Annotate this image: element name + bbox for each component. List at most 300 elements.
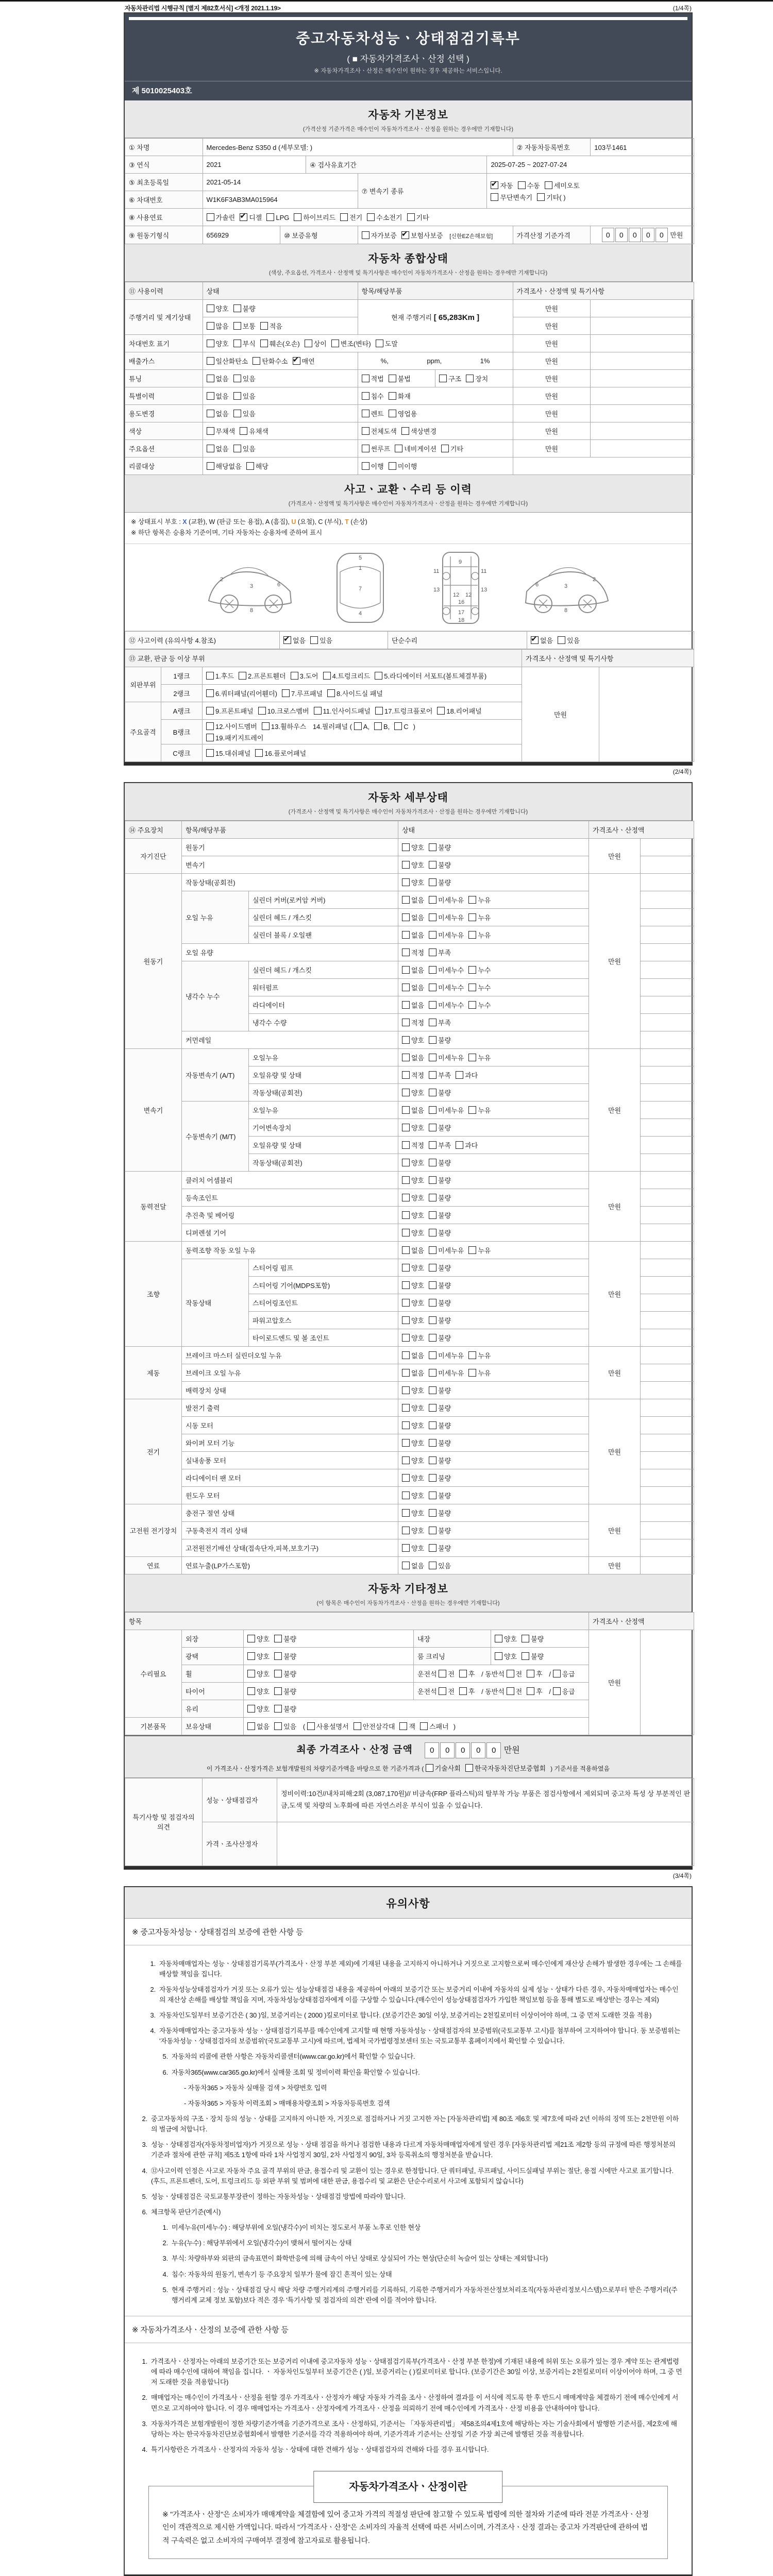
checkbox-option[interactable] xyxy=(389,409,417,418)
price-unit: 만원 xyxy=(589,1399,641,1504)
checkbox-option[interactable] xyxy=(429,947,451,957)
checkbox-label: 불량 xyxy=(438,1176,451,1184)
price-digit-box: 0 xyxy=(629,228,641,242)
checkbox-option[interactable] xyxy=(367,212,402,222)
checkbox-option[interactable] xyxy=(468,1245,491,1255)
checkbox-option[interactable] xyxy=(553,1686,575,1696)
checkbox-option[interactable] xyxy=(402,1035,424,1045)
checkbox-option[interactable] xyxy=(468,895,491,905)
checkbox-option[interactable] xyxy=(558,635,580,645)
checkbox-option[interactable] xyxy=(429,1193,451,1202)
checkbox-option[interactable] xyxy=(291,671,318,681)
checkbox-option[interactable] xyxy=(527,1686,543,1696)
price-digit-box: 0 xyxy=(425,1742,439,1758)
checkbox-option[interactable] xyxy=(362,461,384,471)
unchecked-checkbox-icon xyxy=(401,427,409,435)
checkbox-option[interactable] xyxy=(262,721,306,731)
notice-text: 현재 주행거리 : 성능ㆍ상태점검 당시 해당 차량 주행거리계의 주행거리를 기록하되, 기록한 주행거리가 자동차전산정보처리조직(자동차관리정보시스템)으로부터 받은 주행거리(주행거리계 교체 정보 포함)보다 적은 경우 '특기사항 및 점검자의 의견' 란에 이를 적어야 합니다. xyxy=(172,2285,678,2304)
checkbox-option[interactable] xyxy=(429,1561,451,1570)
checkbox-option[interactable] xyxy=(401,426,436,436)
checkbox-option[interactable] xyxy=(402,1000,424,1010)
pricing-definition-body: ※ "가격조사ㆍ산정"은 소비자가 매매계약을 체결함에 있어 중고차 가격의 적절성 판단에 참고할 수 있도록 법령에 의한 절차와 기준에 따라 전문 가격조사ㆍ산정인이 객관적으로 제시한 가액입니다. 따라서 "가격조사ㆍ산정"은 소비자의 자율적 선택에 따른 서비스이며, 가격조사ㆍ산정 결과는 중고차 가격판단에 관하여 법적 구속력은 없고 소비자의 구매여부 결정에 참고자료로 활용됩니다. xyxy=(162,2510,649,2545)
checkbox-label: 안전삼각대 xyxy=(362,1722,395,1731)
checkbox-option[interactable] xyxy=(402,1543,424,1553)
checked-checkbox-icon xyxy=(491,181,498,189)
checkbox-option[interactable] xyxy=(247,1669,270,1679)
checkbox-option[interactable] xyxy=(429,1088,451,1097)
checkbox-label: 적정 xyxy=(411,948,425,957)
checkbox-option[interactable] xyxy=(491,192,532,202)
checkbox-option[interactable] xyxy=(402,1193,424,1202)
checkbox-label: 과다 xyxy=(465,1071,478,1079)
checkbox-option[interactable] xyxy=(274,1686,296,1696)
checkbox-option[interactable] xyxy=(362,230,397,240)
row-label: 리콜대상 xyxy=(125,457,203,475)
checkbox-label: 없음 xyxy=(411,931,425,939)
checkbox-option[interactable] xyxy=(274,1634,296,1643)
checkbox-option[interactable] xyxy=(537,192,565,202)
unchecked-checkbox-icon xyxy=(239,672,246,680)
checkbox-option[interactable] xyxy=(429,1140,451,1150)
checkbox-option[interactable] xyxy=(545,180,580,190)
checkbox-option[interactable] xyxy=(402,860,424,870)
checkbox-option[interactable] xyxy=(429,1385,451,1395)
device-group-label: 변속기 xyxy=(125,1048,182,1171)
usage-kind-options xyxy=(358,405,513,422)
checkbox-option[interactable] xyxy=(468,1350,491,1360)
checkbox-label: 부족 xyxy=(438,948,451,957)
document-title: 중고자동차성능ㆍ상태점검기록부 xyxy=(296,30,520,46)
checkbox-option[interactable] xyxy=(402,1438,424,1448)
checkbox-option[interactable] xyxy=(468,1000,491,1010)
checkbox-option[interactable] xyxy=(260,321,282,331)
checkbox-option[interactable] xyxy=(429,1210,451,1220)
accident-flag-table xyxy=(125,631,694,649)
checkbox-option[interactable] xyxy=(327,688,383,698)
checkbox-option[interactable] xyxy=(429,1420,451,1430)
checkbox-option[interactable] xyxy=(429,1315,451,1325)
checkbox-option[interactable] xyxy=(255,748,306,758)
checkbox-label: 없음 xyxy=(411,1246,425,1255)
checkbox-option[interactable] xyxy=(207,338,229,348)
checkbox-option[interactable] xyxy=(429,1368,464,1378)
checkbox-option[interactable] xyxy=(258,706,309,716)
checkbox-option[interactable] xyxy=(207,461,242,471)
checkbox-option[interactable] xyxy=(362,409,384,418)
checkbox-option[interactable] xyxy=(407,212,429,222)
checkbox-option[interactable] xyxy=(207,426,236,436)
checkbox-label: 불량 xyxy=(283,1635,297,1643)
unchecked-checkbox-icon xyxy=(255,749,263,757)
checkbox-option[interactable] xyxy=(340,212,362,222)
legend-segment: U xyxy=(291,518,296,526)
column-header: 가격조사ㆍ산정액 및 특기사항 xyxy=(513,282,694,300)
checkbox-option[interactable] xyxy=(402,1280,424,1290)
checkbox-label: 색상변경 xyxy=(410,428,437,435)
checkbox-option[interactable] xyxy=(305,338,327,348)
final-standard-options xyxy=(426,1765,550,1772)
remark-cell xyxy=(591,317,694,335)
checkbox-option[interactable] xyxy=(429,1438,451,1448)
checkbox-option[interactable] xyxy=(402,1490,424,1500)
checkbox-option[interactable] xyxy=(429,1123,451,1132)
unchecked-checkbox-icon xyxy=(522,1635,529,1642)
checkbox-option[interactable] xyxy=(468,1368,491,1378)
checkbox-option[interactable] xyxy=(260,338,300,348)
checkbox-option[interactable] xyxy=(402,1508,424,1518)
checkbox-option[interactable] xyxy=(402,842,424,852)
checkbox-option[interactable] xyxy=(206,721,257,731)
state-options xyxy=(398,978,589,996)
checkbox-option[interactable] xyxy=(468,912,491,922)
state-options xyxy=(398,1521,589,1539)
checkbox-option[interactable] xyxy=(429,1350,464,1360)
checkbox-option[interactable] xyxy=(459,1686,475,1696)
checkbox-option[interactable] xyxy=(389,391,411,401)
checkbox-label: 해당 xyxy=(255,463,268,470)
checkbox-option[interactable] xyxy=(439,374,461,383)
recall-options xyxy=(203,457,358,475)
checkbox-option[interactable] xyxy=(294,212,335,222)
unchecked-checkbox-icon xyxy=(522,1652,529,1660)
checkbox-option[interactable] xyxy=(429,1490,451,1500)
checkbox-option[interactable] xyxy=(402,1473,424,1483)
checkbox-option[interactable] xyxy=(429,1018,451,1027)
checkbox-option[interactable] xyxy=(402,1298,424,1308)
checkbox-option[interactable] xyxy=(429,1228,451,1238)
checkbox-option[interactable] xyxy=(429,1000,464,1010)
checkbox-option[interactable] xyxy=(437,706,481,716)
checkbox-option[interactable] xyxy=(402,1333,424,1343)
checkbox-option[interactable] xyxy=(429,1403,451,1413)
state-options xyxy=(398,996,589,1013)
checkbox-option[interactable] xyxy=(429,1053,464,1062)
checkbox-option[interactable] xyxy=(468,965,491,975)
checkbox-option[interactable] xyxy=(402,982,424,992)
checkbox-option[interactable] xyxy=(266,213,289,222)
checkbox-option[interactable] xyxy=(293,356,315,366)
checkbox-option[interactable] xyxy=(362,391,384,401)
checkbox-option[interactable] xyxy=(531,635,553,645)
checkbox-option[interactable] xyxy=(429,1158,451,1167)
checkbox-option[interactable] xyxy=(307,1721,349,1731)
checkbox-option[interactable] xyxy=(429,895,464,905)
checkbox-option[interactable] xyxy=(402,877,424,887)
checkbox-option[interactable] xyxy=(362,444,391,453)
checkbox-option[interactable] xyxy=(429,1263,451,1273)
checkbox-option[interactable] xyxy=(240,212,262,222)
checkbox-option[interactable] xyxy=(429,1508,451,1518)
checkbox-option[interactable] xyxy=(274,1704,296,1714)
checkbox-label: 15.대쉬패널 xyxy=(215,749,251,757)
checkbox-option[interactable] xyxy=(468,982,491,992)
checkbox-option[interactable] xyxy=(331,338,371,348)
checkbox-option[interactable] xyxy=(233,444,256,453)
checkbox-option[interactable] xyxy=(402,1526,424,1535)
checkbox-option[interactable] xyxy=(239,671,286,681)
unchecked-checkbox-icon xyxy=(437,707,445,715)
checkbox-option[interactable] xyxy=(429,930,464,940)
checkbox-option[interactable] xyxy=(402,1158,424,1167)
checkbox-option[interactable] xyxy=(207,391,229,401)
checkbox-option[interactable] xyxy=(507,1669,523,1679)
unchecked-checkbox-icon xyxy=(402,1281,410,1289)
checkbox-option[interactable] xyxy=(362,374,384,383)
checkbox-option[interactable] xyxy=(247,1634,270,1643)
checkbox-option[interactable] xyxy=(429,1245,464,1255)
checkbox-option[interactable] xyxy=(402,930,424,940)
checkbox-option[interactable] xyxy=(429,1455,451,1465)
checkbox-option[interactable] xyxy=(207,212,236,222)
checkbox-option[interactable] xyxy=(207,374,229,383)
checkbox-option[interactable] xyxy=(491,180,513,190)
polish-options xyxy=(244,1647,414,1665)
unchecked-checkbox-icon xyxy=(429,1246,436,1254)
checkbox-option[interactable] xyxy=(206,733,263,742)
checkbox-label: 렌트 xyxy=(371,410,384,418)
checkbox-option[interactable] xyxy=(207,444,229,453)
checkbox-option[interactable] xyxy=(465,1763,546,1773)
checkbox-option[interactable] xyxy=(468,1053,491,1062)
checkbox-option[interactable] xyxy=(402,1088,424,1097)
notices-subhead-2: ※ 자동차가격조사ㆍ산정의 보증에 관한 사항 등 xyxy=(125,2316,692,2343)
checkbox-option[interactable] xyxy=(402,1228,424,1238)
checkbox-option[interactable] xyxy=(402,1385,424,1395)
checkbox-option[interactable] xyxy=(207,321,229,331)
checkbox-option[interactable] xyxy=(282,688,323,698)
state-options xyxy=(398,1469,589,1486)
checkbox-option[interactable] xyxy=(429,1035,451,1045)
checkbox-option[interactable] xyxy=(233,338,256,348)
unchecked-checkbox-icon xyxy=(233,392,241,400)
unchecked-checkbox-icon xyxy=(429,1036,436,1044)
checkbox-option[interactable] xyxy=(441,444,463,453)
checkbox-option[interactable] xyxy=(374,722,390,731)
checkbox-option[interactable] xyxy=(522,1651,544,1661)
price-unit: 만원 xyxy=(589,1048,641,1171)
checkbox-option[interactable] xyxy=(429,860,451,870)
checkbox-option[interactable] xyxy=(402,1070,424,1080)
checkbox-label: 불량 xyxy=(283,1652,297,1660)
state-options xyxy=(398,838,589,856)
checkbox-option[interactable] xyxy=(206,671,234,681)
checkbox-option[interactable] xyxy=(429,1298,451,1308)
checkbox-option[interactable] xyxy=(207,409,229,418)
checkbox-option[interactable] xyxy=(283,635,306,645)
checkbox-option[interactable] xyxy=(233,321,256,331)
checkbox-option[interactable] xyxy=(402,1368,424,1378)
checkbox-option[interactable] xyxy=(402,1403,424,1413)
checkbox-option[interactable] xyxy=(429,1280,451,1290)
checkbox-option[interactable] xyxy=(314,706,371,716)
checkbox-label: 전 xyxy=(448,1670,455,1678)
checkbox-option[interactable] xyxy=(518,180,540,190)
checkbox-label: 응급 xyxy=(562,1670,575,1678)
item-label: 브레이크 마스터 실린더오일 누유 xyxy=(182,1346,398,1364)
checkbox-option[interactable] xyxy=(522,1634,544,1643)
checkbox-option[interactable] xyxy=(402,1105,424,1115)
stock-cell xyxy=(244,1717,589,1735)
checkbox-option[interactable] xyxy=(375,671,486,681)
checkbox-option[interactable] xyxy=(439,1686,455,1696)
checkbox-label: 불량 xyxy=(438,861,451,869)
checkbox-option[interactable] xyxy=(495,1651,517,1661)
checkbox-option[interactable] xyxy=(233,391,256,401)
checkbox-option[interactable] xyxy=(468,930,491,940)
checkbox-option[interactable] xyxy=(395,444,436,453)
state-options xyxy=(398,1416,589,1434)
checkbox-option[interactable] xyxy=(402,1350,424,1360)
notice-item xyxy=(130,2114,682,2134)
checkbox-option[interactable] xyxy=(323,671,371,681)
checkbox-option[interactable] xyxy=(389,374,411,383)
state-options xyxy=(398,1241,589,1259)
checkbox-option[interactable] xyxy=(402,1315,424,1325)
checkbox-option[interactable] xyxy=(429,842,451,852)
checkbox-option[interactable] xyxy=(394,722,408,731)
pricing-definition-title: 자동차가격조사ㆍ산정이란 xyxy=(313,2471,502,2503)
checkbox-option[interactable] xyxy=(354,722,369,731)
checkbox-option[interactable] xyxy=(429,965,464,975)
notice-item xyxy=(130,2083,682,2093)
checkbox-option[interactable] xyxy=(426,1763,461,1773)
checkbox-option[interactable] xyxy=(274,1721,296,1731)
unchecked-checkbox-icon xyxy=(429,948,436,956)
checkbox-option[interactable] xyxy=(402,1561,424,1570)
warranty-type-cell xyxy=(358,226,513,244)
checkbox-option[interactable] xyxy=(456,1070,478,1080)
checkbox-option[interactable] xyxy=(466,374,488,383)
checkbox-option[interactable] xyxy=(429,1333,451,1343)
checkbox-label: 불량 xyxy=(438,1421,451,1430)
checkbox-option[interactable] xyxy=(429,1526,451,1535)
checkbox-label: 미세누유 xyxy=(438,1054,464,1062)
checkbox-option[interactable] xyxy=(553,1669,575,1679)
checkbox-option[interactable] xyxy=(354,1721,395,1731)
checkbox-option[interactable] xyxy=(253,356,288,366)
remark-cell xyxy=(641,1399,694,1416)
svg-text:12: 12 xyxy=(452,591,459,598)
checkbox-option[interactable] xyxy=(206,688,277,698)
checkbox-option[interactable] xyxy=(247,1704,270,1714)
notice-text: 가격조사ㆍ산정자는 아래의 보증기간 또는 보증거리 이내에 중고자동차 성능ㆍ상태점검기록부(가격조사ㆍ산정 부분 한정)에 기재된 내용에 허위 또는 오류가 있는 경우 계약 또는 관계법령에 따라 매수인에 대하여 책임을 집니다. ㆍ 자동차인도일부터 보증기간은 ( )일, 보증거리는 ( )킬로미터로 합니다. (보증기간은 30일 이상, 보증거리는 2천킬로미터 이상이어야 하며, 그 중 먼저 도래한 것을 적용합니다) xyxy=(151,2358,682,2386)
checkbox-option[interactable] xyxy=(247,1686,270,1696)
checkbox-option[interactable] xyxy=(402,947,424,957)
remark-cell xyxy=(641,873,694,891)
checkbox-option[interactable] xyxy=(402,1245,424,1255)
price-unit: 만원 xyxy=(513,335,591,352)
checkbox-option[interactable] xyxy=(274,1651,296,1661)
checkbox-option[interactable] xyxy=(402,1210,424,1220)
checkbox-option[interactable] xyxy=(402,1420,424,1430)
checkbox-option[interactable] xyxy=(240,426,268,436)
legend-segment: W xyxy=(209,518,215,526)
checkbox-option[interactable] xyxy=(402,1123,424,1132)
state-options xyxy=(398,1171,589,1189)
checkbox-option[interactable] xyxy=(420,1721,449,1731)
checkbox-option[interactable] xyxy=(402,1140,424,1150)
checkbox-option[interactable] xyxy=(459,1669,475,1679)
checkbox-option[interactable] xyxy=(233,374,256,383)
checkbox-option[interactable] xyxy=(507,1686,523,1696)
checkbox-option[interactable] xyxy=(402,895,424,905)
checkbox-option[interactable] xyxy=(206,748,250,758)
checkbox-option[interactable] xyxy=(429,1473,451,1483)
checkbox-option[interactable] xyxy=(402,1053,424,1062)
checkbox-option[interactable] xyxy=(399,1721,415,1731)
checkbox-option[interactable] xyxy=(362,426,397,436)
svg-text:9: 9 xyxy=(458,558,462,565)
checkbox-option[interactable] xyxy=(429,1105,464,1115)
checkbox-option[interactable] xyxy=(310,635,332,645)
checkbox-option[interactable] xyxy=(456,1140,478,1150)
checkbox-option[interactable] xyxy=(207,356,248,366)
checkbox-label: 무단변속기 xyxy=(500,193,533,201)
checkbox-option[interactable] xyxy=(402,1175,424,1185)
checkbox-option[interactable] xyxy=(247,1721,270,1731)
checkbox-option[interactable] xyxy=(429,912,464,922)
checkbox-label: 양호 xyxy=(504,1652,517,1660)
checkbox-option[interactable] xyxy=(439,1669,455,1679)
checkbox-label: 미세누유 xyxy=(438,931,464,939)
checkbox-option[interactable] xyxy=(246,461,268,471)
car-diagram-bottom xyxy=(422,549,499,626)
checkbox-option[interactable] xyxy=(429,1543,451,1553)
checkbox-option[interactable] xyxy=(402,1263,424,1273)
row-label: 단순수리 xyxy=(388,631,527,649)
unchecked-checkbox-icon xyxy=(402,1159,410,1166)
checkbox-option[interactable] xyxy=(375,706,432,716)
checkbox-option[interactable] xyxy=(402,1455,424,1465)
emission-options xyxy=(203,352,358,370)
checkbox-option[interactable] xyxy=(429,877,451,887)
car-diagrams xyxy=(125,544,692,631)
notice-item xyxy=(130,2357,682,2387)
remark-cell xyxy=(641,996,694,1013)
checkbox-option[interactable] xyxy=(402,965,424,975)
unchecked-checkbox-icon xyxy=(282,689,290,697)
checkbox-option[interactable] xyxy=(376,338,398,348)
checkbox-option[interactable] xyxy=(206,706,254,716)
group-label: 외판부위 xyxy=(125,667,161,702)
checkbox-label: 누수 xyxy=(478,966,491,974)
pillar-close: ) xyxy=(413,722,416,731)
checkbox-option[interactable] xyxy=(429,982,464,992)
unchecked-checkbox-icon xyxy=(233,340,241,347)
checkbox-label: 불량 xyxy=(283,1670,297,1678)
checkbox-option[interactable] xyxy=(429,1070,451,1080)
checkbox-label: 후 xyxy=(536,1670,543,1678)
checkbox-option[interactable] xyxy=(402,912,424,922)
checkbox-option[interactable] xyxy=(468,1105,491,1115)
checkbox-option[interactable] xyxy=(233,409,256,418)
checkbox-label: 불량 xyxy=(283,1705,297,1713)
checkbox-option[interactable] xyxy=(495,1634,517,1643)
checkbox-option[interactable] xyxy=(429,1175,451,1185)
checkbox-option[interactable] xyxy=(401,230,443,240)
checkbox-option[interactable] xyxy=(207,303,229,313)
unchecked-checkbox-icon xyxy=(207,322,214,330)
checkbox-option[interactable] xyxy=(527,1669,543,1679)
price-unit: 만원 xyxy=(589,1630,641,1735)
checkbox-option[interactable] xyxy=(389,461,417,471)
checkbox-option[interactable] xyxy=(233,303,256,313)
checkbox-option[interactable] xyxy=(247,1651,270,1661)
checkbox-option[interactable] xyxy=(402,1018,424,1027)
unchecked-checkbox-icon xyxy=(402,1124,410,1131)
notice-item xyxy=(130,2140,682,2160)
checkbox-option[interactable] xyxy=(274,1669,296,1679)
